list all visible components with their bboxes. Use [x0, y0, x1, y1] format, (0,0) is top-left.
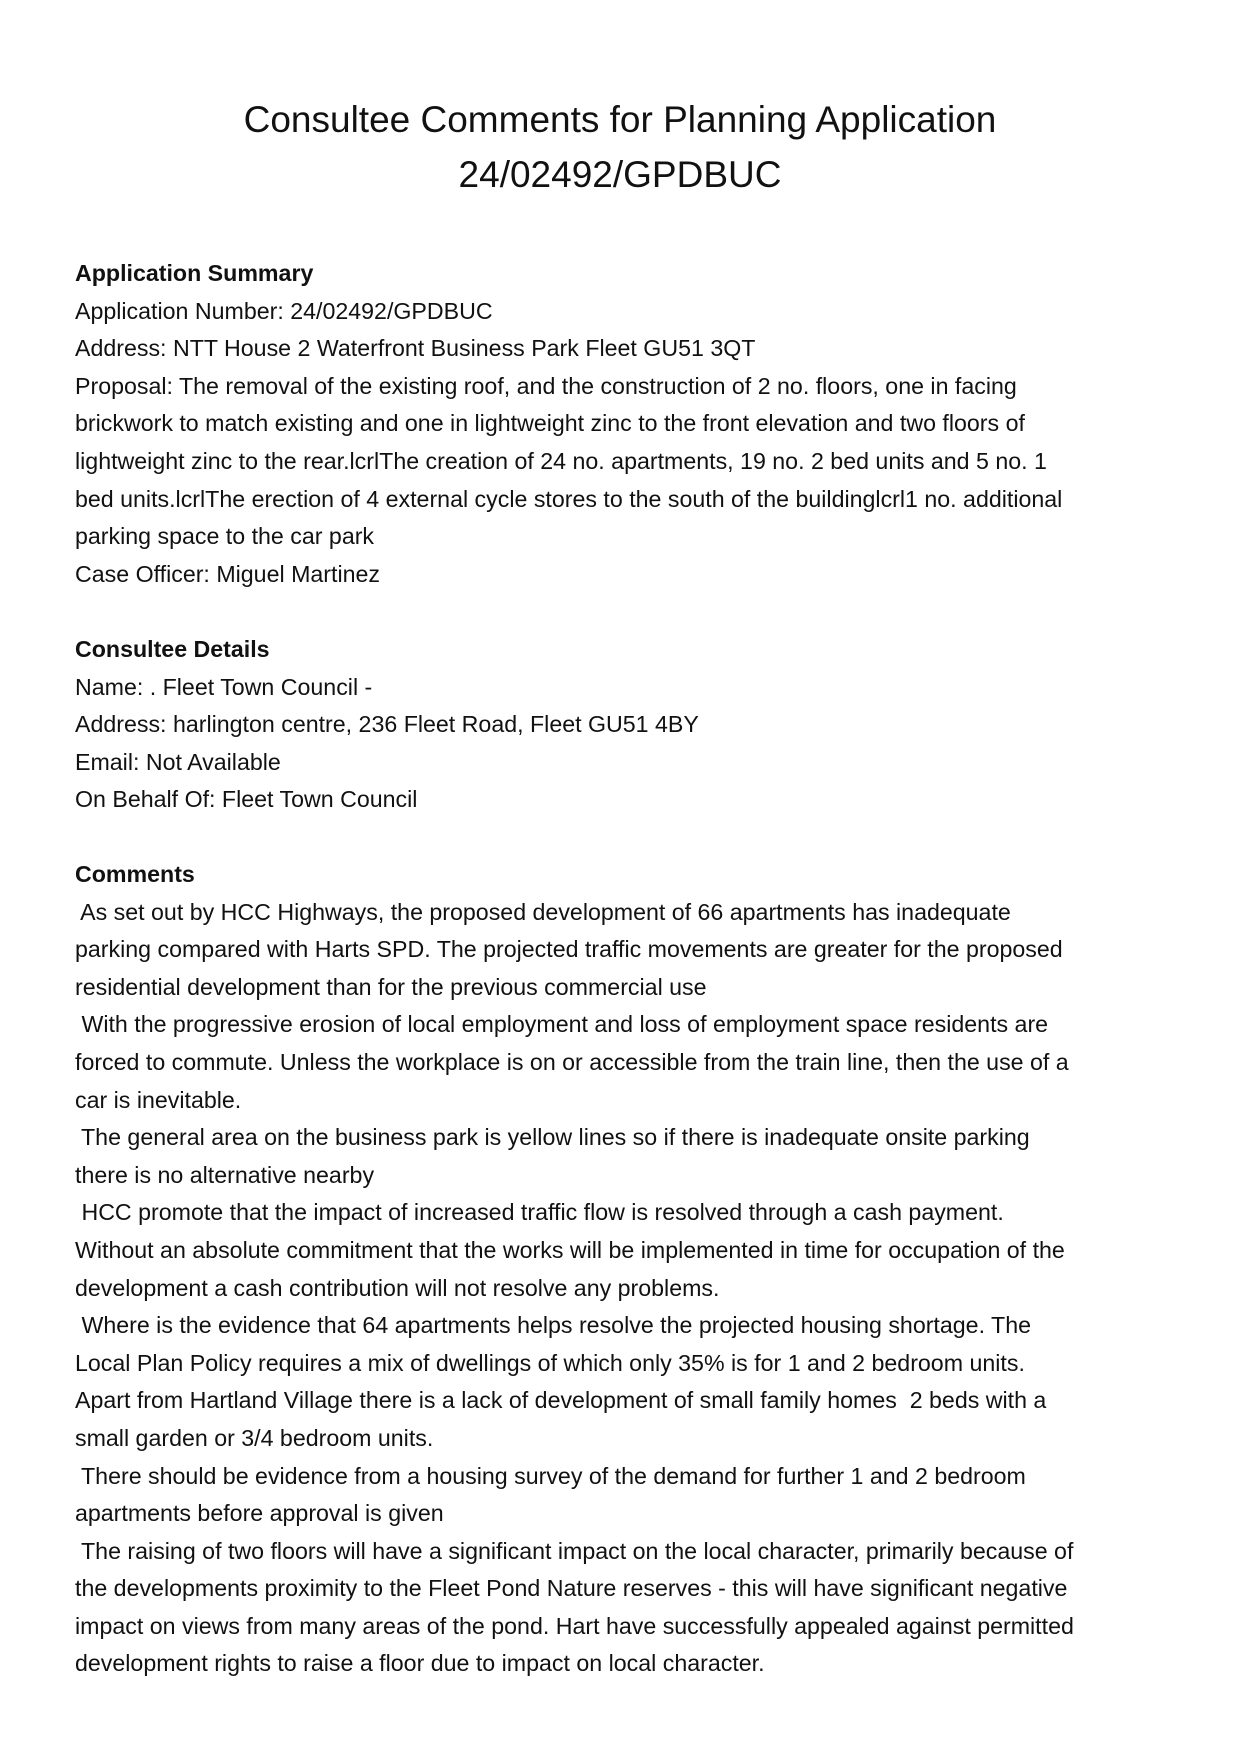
consultee-email: Email: Not Available [75, 748, 281, 775]
comment-line: parking compared with Harts SPD. The projected traffic movements are greater for the proposed [75, 936, 1063, 963]
comment-line: As set out by HCC Highways, the proposed development of 66 apartments has inadequate [75, 898, 1011, 925]
comment-line: the developments proximity to the Fleet Pond Nature reserves - this will have significant negative [75, 1575, 1068, 1602]
comment-line: small garden or 3/4 bedroom units. [75, 1424, 434, 1451]
comment-line: Local Plan Policy requires a mix of dwellings of which only 35% is for 1 and 2 bedroom units. [75, 1349, 1025, 1376]
comment-line: development a cash contribution will not resolve any problems. [75, 1274, 720, 1301]
proposal-line: lightweight zinc to the rear.lcrlThe creation of 24 no. apartments, 19 no. 2 bed units and 5 no. 1 [75, 447, 1047, 474]
comment-line: apartments before approval is given [75, 1500, 444, 1527]
comments-body [75, 894, 1175, 1683]
comment-line: car is inevitable. [75, 1086, 242, 1113]
page-title-line-2: 24/02492/GPDBUC [458, 154, 782, 195]
comment-line: development rights to raise a floor due to impact on local character. [75, 1650, 765, 1677]
consultee-address: Address: harlington centre, 236 Fleet Road, Fleet GU51 4BY [75, 711, 699, 738]
application-summary-section [75, 255, 1175, 593]
consultee-details-section [75, 631, 1175, 819]
comment-line: impact on views from many areas of the pond. Hart have successfully appealed against permitted [75, 1612, 1074, 1639]
consultee-on-behalf-of: On Behalf Of: Fleet Town Council [75, 786, 418, 813]
comment-line: Without an absolute commitment that the works will be implemented in time for occupation of the [75, 1236, 1065, 1263]
proposal-text [75, 368, 1175, 556]
consultee-name: Name: . Fleet Town Council - [75, 673, 373, 700]
comment-line: The general area on the business park is yellow lines so if there is inadequate onsite parking [75, 1124, 1030, 1151]
comments-section [75, 856, 1175, 1683]
application-summary-heading: Application Summary [75, 260, 314, 286]
comment-line: The raising of two floors will have a significant impact on the local character, primarily because of [75, 1537, 1074, 1564]
comment-line: residential development than for the previous commercial use [75, 973, 707, 1000]
comment-line: there is no alternative nearby [75, 1161, 375, 1188]
comment-line: HCC promote that the impact of increased traffic flow is resolved through a cash payment. [75, 1199, 1004, 1226]
comment-line: Apart from Hartland Village there is a lack of development of small family homes 2 beds with a [75, 1387, 1047, 1414]
case-officer: Case Officer: Miguel Martinez [75, 560, 380, 587]
comment-line: With the progressive erosion of local employment and loss of employment space residents are [75, 1011, 1049, 1038]
comments-heading: Comments [75, 861, 195, 887]
proposal-line: brickwork to match existing and one in lightweight zinc to the front elevation and two floors of [75, 410, 1025, 437]
proposal-line: Proposal: The removal of the existing roof, and the construction of 2 no. floors, one in facing [75, 372, 1017, 399]
page-title [75, 92, 1165, 202]
comment-line: forced to commute. Unless the workplace is on or accessible from the train line, then the use of a [75, 1048, 1069, 1075]
application-address: Address: NTT House 2 Waterfront Business Park Fleet GU51 3QT [75, 335, 756, 362]
proposal-line: parking space to the car park [75, 523, 375, 550]
proposal-line: bed units.lcrlThe erection of 4 external cycle stores to the south of the buildinglcrl1 no. additional [75, 485, 1063, 512]
page-title-line-1: Consultee Comments for Planning Application [243, 99, 997, 140]
application-number: Application Number: 24/02492/GPDBUC [75, 297, 493, 324]
comment-line: Where is the evidence that 64 apartments helps resolve the projected housing shortage. The [75, 1312, 1031, 1339]
consultee-details-heading: Consultee Details [75, 636, 270, 662]
comment-line: There should be evidence from a housing survey of the demand for further 1 and 2 bedroom [75, 1462, 1026, 1489]
